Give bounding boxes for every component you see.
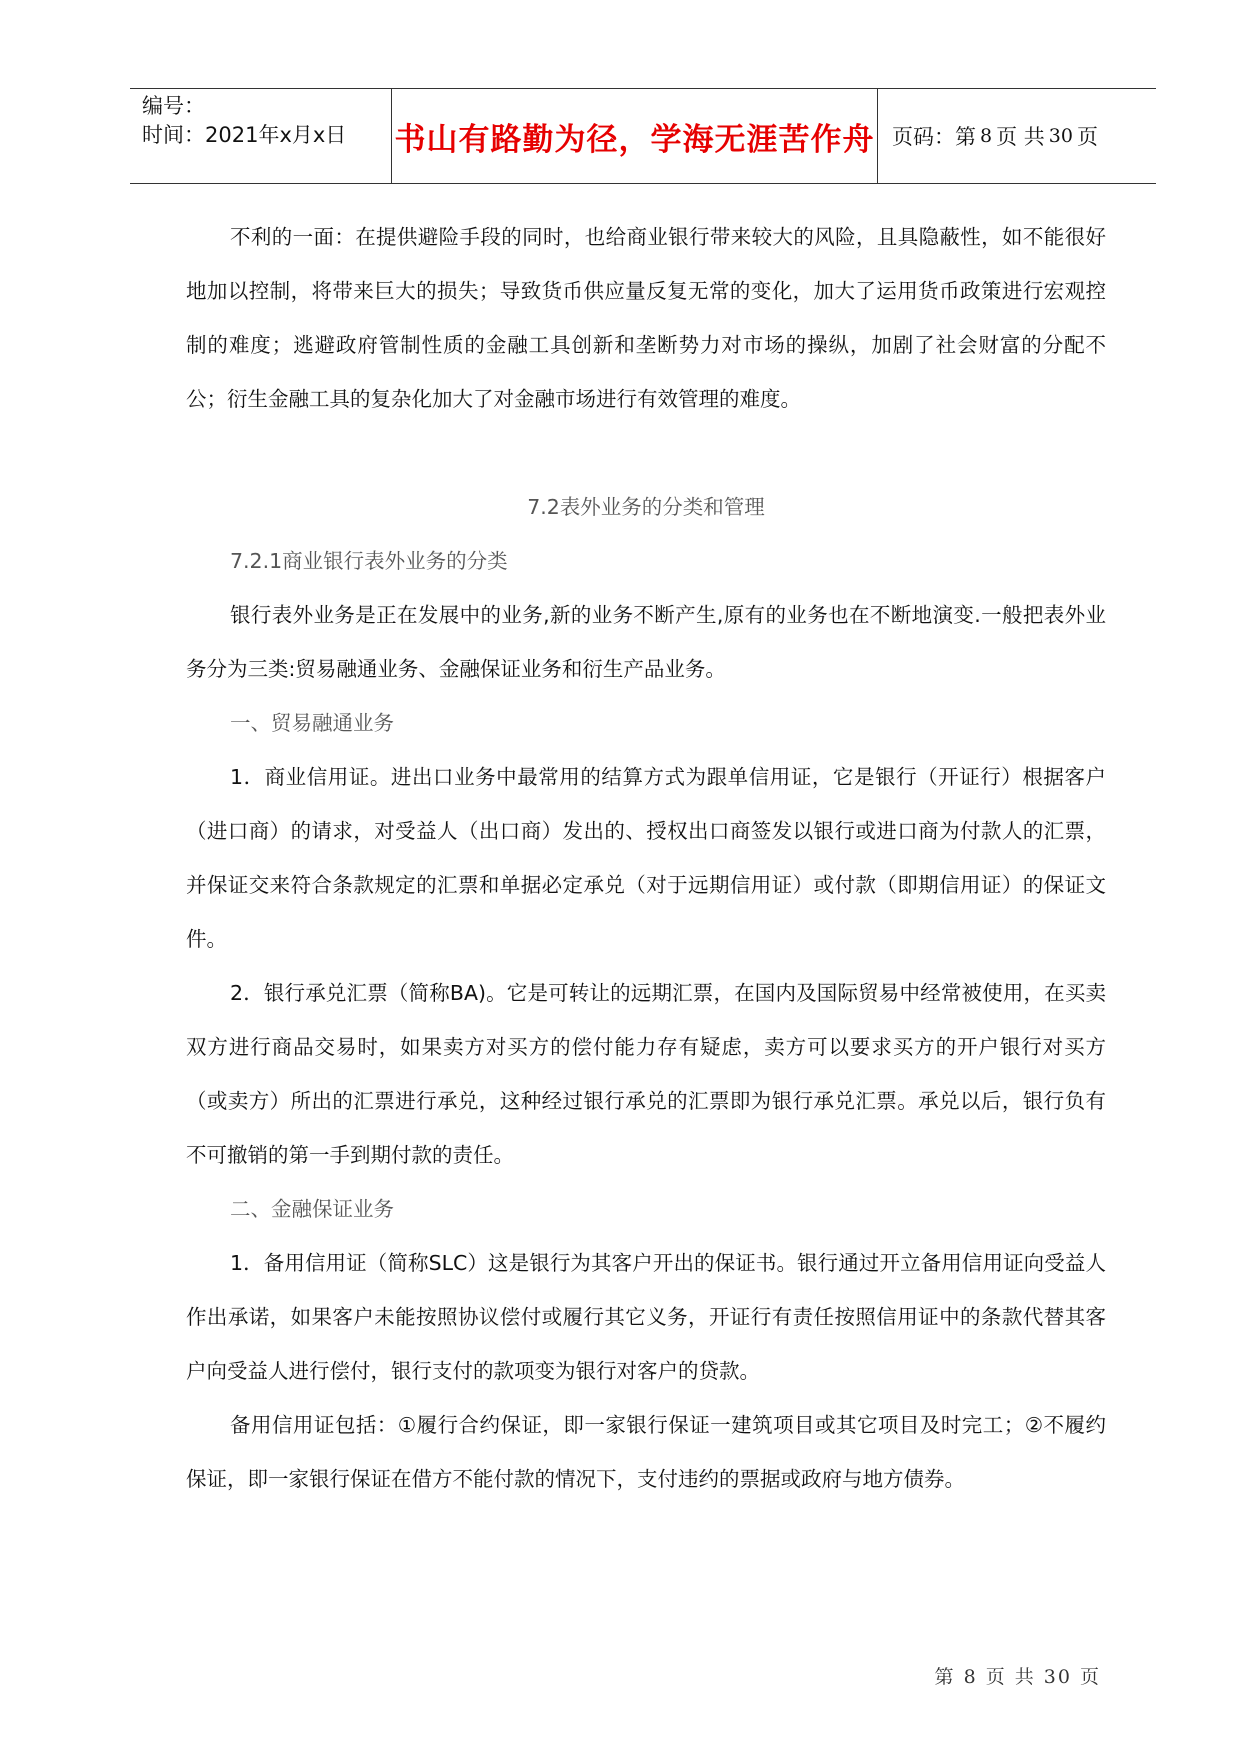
subsection-title: 7.2.1商业银行表外业务的分类 [230,549,508,573]
paragraph-standby-lc: 1．备用信用证（简称SLC）这是银行为其客户开出的保证书。银行通过开立备用信用证向受益人作出承诺，如果客户未能按照协议偿付或履行其它义务，开证行有责任按照信用证中的条款代替其客户向受益人进行偿付，银行支付的款项变为银行对客户的贷款。 [186,1251,1106,1383]
number-label: 编号： [142,94,205,118]
page-total: 30 [1048,125,1073,147]
page-current: 8 [980,125,993,147]
header-meta [130,89,392,183]
page-mid: 页 共 [996,125,1045,149]
document-body [186,210,1106,1506]
paragraph-classification: 银行表外业务是正在发展中的业务,新的业务不断产生,原有的业务也在不断地演变.一般把表外业务分为三类:贸易融通业务、金融保证业务和衍生产品业务。 [186,603,1106,681]
page-prefix: 页码：第 [892,125,976,149]
heading-financial-guarantee: 二、金融保证业务 [230,1197,394,1221]
paragraph-letter-of-credit: 1．商业信用证。进出口业务中最常用的结算方式为跟单信用证，它是银行（开证行）根据客户（进口商）的请求，对受益人（出口商）发出的、授权出口商签发以银行或进口商为付款人的汇票，并保证交来符合条款规定的汇票和单据必定承兑（对于远期信用证）或付款（即期信用证）的保证文件。 [186,765,1106,951]
time-label: 时间：2021年x月x日 [142,123,347,147]
paragraph-standby-lc-types: 备用信用证包括：①履行合约保证，即一家银行保证一建筑项目或其它项目及时完工；②不履约保证，即一家银行保证在借方不能付款的情况下，支付违约的票据或政府与地方债券。 [186,1413,1106,1491]
page-suffix: 页 [1076,125,1098,149]
paragraph-bankers-acceptance: 2．银行承兑汇票（简称BA)。它是可转让的远期汇票，在国内及国际贸易中经常被使用，在买卖双方进行商品交易时，如果卖方对买方的偿付能力存有疑虑，卖方可以要求买方的开户银行对买方（或卖方）所出的汇票进行承兑，这种经过银行承兑的汇票即为银行承兑汇票。承兑以后，银行负有不可撤销的第一手到期付款的责任。 [186,981,1106,1167]
page-header [130,88,1156,184]
page-footer: 第 8 页 共 30 页 [934,1666,1101,1688]
header-motto: 书山有路勤为径，学海无涯苦作舟 [392,89,878,183]
heading-trade-finance: 一、贸易融通业务 [230,711,394,735]
spacer [186,426,1106,480]
paragraph-disadvantages: 不利的一面：在提供避险手段的同时，也给商业银行带来较大的风险，且具隐蔽性，如不能很好地加以控制，将带来巨大的损失；导致货币供应量反复无常的变化，加大了运用货币政策进行宏观控制的难度；逃避政府管制性质的金融工具创新和垄断势力对市场的操纵，加剧了社会财富的分配不公；衍生金融工具的复杂化加大了对金融市场进行有效管理的难度。 [186,225,1106,411]
section-title: 7.2表外业务的分类和管理 [527,495,765,519]
header-page-info [878,89,1156,183]
